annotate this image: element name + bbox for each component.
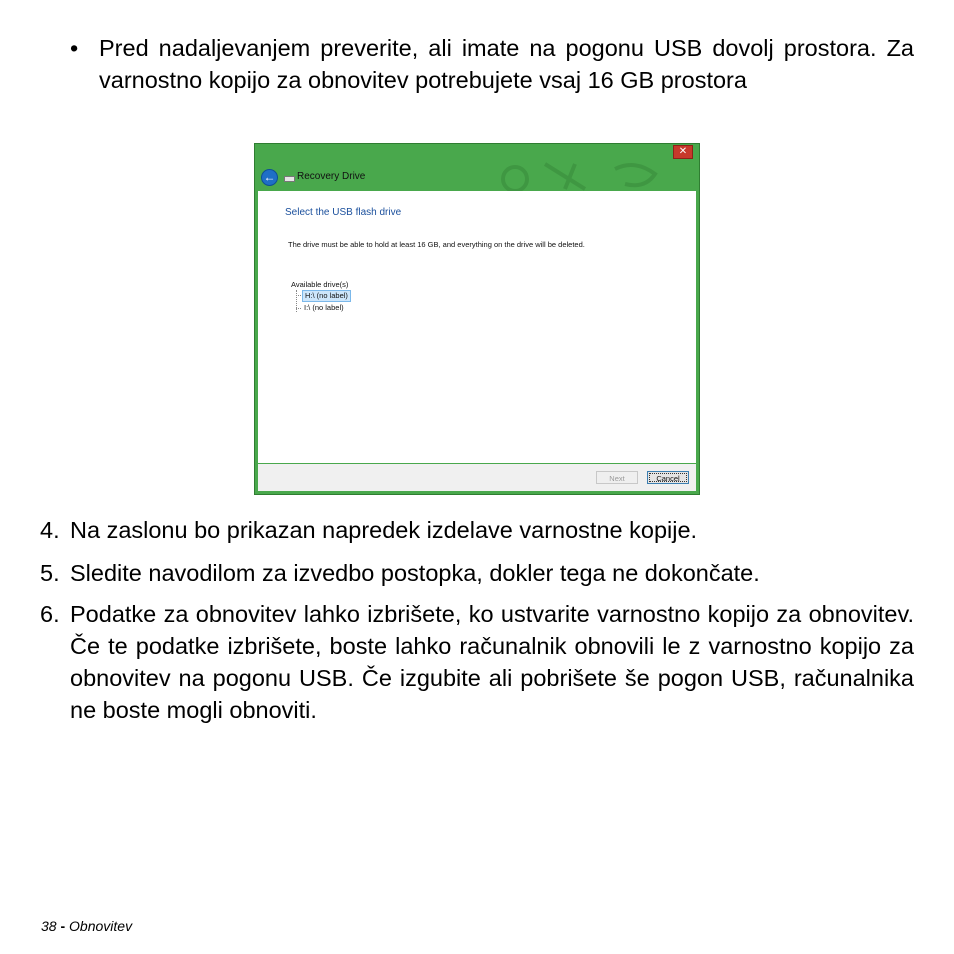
bullet-mark: • bbox=[70, 35, 79, 61]
section-name: Obnovitev bbox=[69, 918, 133, 934]
page-heading: Select the USB flash drive bbox=[285, 207, 402, 218]
footer-separator: - bbox=[60, 918, 66, 934]
window-footer bbox=[258, 464, 696, 491]
step-number: 6. bbox=[40, 601, 60, 627]
next-button[interactable]: Next bbox=[596, 471, 638, 484]
drive-list-item[interactable]: I:\ (no label) bbox=[304, 303, 344, 312]
background-decoration bbox=[475, 154, 675, 194]
drive-list-item[interactable]: H:\ (no label) bbox=[302, 290, 351, 302]
step-text: Na zaslonu bo prikazan napredek izdelave varnostne kopije. bbox=[70, 517, 698, 543]
step-number: 5. bbox=[40, 560, 60, 586]
step-text: Podatke za obnovitev lahko izbrišete, ko ustvarite varnostno kopijo za obnovitev. Če te podatke izbrišete, boste lahko računalnik obnovili le z varnostno kopijo za obnovitev na pogonu USB. Če izgubite ali pobrišete še pogon USB, računalnika ne boste mogli obnoviti. bbox=[70, 601, 914, 723]
description-text: The drive must be able to hold at least 16 GB, and everything on the drive will be deleted. bbox=[288, 240, 585, 249]
back-button[interactable] bbox=[261, 169, 278, 186]
step-text: Sledite navodilom za izvedbo postopka, dokler tega ne dokončate. bbox=[70, 560, 760, 586]
drive-icon bbox=[284, 176, 295, 182]
close-icon: ✕ bbox=[678, 146, 688, 157]
close-button[interactable] bbox=[673, 145, 693, 159]
available-drives-label: Available drive(s) bbox=[291, 280, 349, 289]
tree-branch bbox=[296, 295, 301, 296]
back-arrow-icon: ← bbox=[263, 170, 276, 184]
step-number: 4. bbox=[40, 517, 60, 543]
recovery-drive-screenshot bbox=[254, 143, 700, 495]
page-number: 38 bbox=[41, 918, 57, 934]
window-content bbox=[258, 191, 696, 463]
bullet-text: Pred nadaljevanjem preverite, ali imate na pogonu USB dovolj prostora. Za varnostno kopijo za obnovitev potrebujete vsaj 16 GB prostora bbox=[99, 35, 914, 93]
page-footer bbox=[41, 918, 132, 934]
cancel-button[interactable]: Cancel bbox=[647, 471, 689, 484]
window-title: Recovery Drive bbox=[297, 171, 366, 182]
tree-branch bbox=[296, 308, 301, 309]
